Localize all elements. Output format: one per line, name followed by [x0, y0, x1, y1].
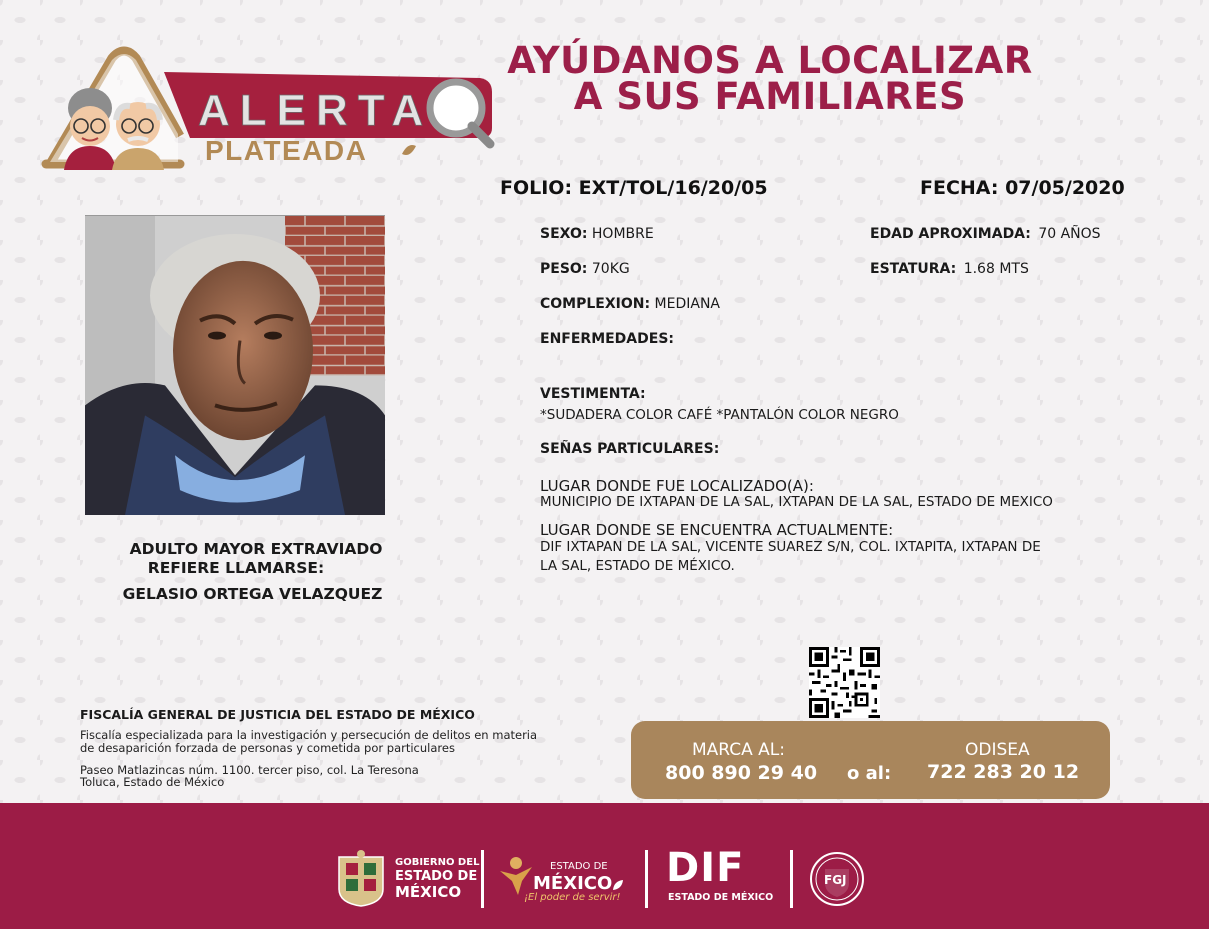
alerta-word: ALERTA: [198, 86, 434, 135]
person-name: GELASIO ORTEGA VELAZQUEZ: [122, 585, 383, 603]
field-complexion-label: COMPLEXION:: [540, 296, 651, 312]
gobierno-line1: GOBIERNO DEL: [395, 857, 480, 868]
caption-adult-missing: ADULTO MAYOR EXTRAVIADO: [129, 540, 383, 558]
field-senas: [540, 441, 719, 457]
field-lugar-actual-label: LUGAR DONDE SE ENCUENTRA ACTUALMENTE:: [540, 521, 894, 539]
footer-divider: [790, 850, 793, 908]
edomex-slogan: ¡El poder de servir!: [524, 892, 621, 903]
field-complexion: [540, 296, 720, 312]
field-estatura-value: 1.68 MTS: [963, 261, 1029, 277]
alerta-plateada-emblem: [40, 46, 500, 176]
field-vestimenta-value: *SUDADERA COLOR CAFÉ *PANTALÓN COLOR NEGRO: [540, 407, 899, 423]
field-lugar-actual-line1: DIF IXTAPAN DE LA SAL, VICENTE SUAREZ S/N, COL. IXTAPITA, IXTAPAN DE: [540, 539, 1041, 555]
field-enfermedades: [540, 331, 674, 347]
caption-refers-name: REFIERE LLAMARSE:: [147, 559, 325, 577]
field-complexion-value: MEDIANA: [654, 296, 720, 312]
field-lugar-localizado-value: MUNICIPIO DE IXTAPAN DE LA SAL, IXTAPAN DE LA SAL, ESTADO DE MEXICO: [540, 494, 1053, 510]
headline-line2: A SUS FAMILIARES: [573, 75, 967, 118]
field-edad-value: 70 AÑOS: [1038, 226, 1101, 242]
footer-divider: [481, 850, 484, 908]
field-peso-value: 70KG: [591, 261, 630, 277]
field-peso: [540, 261, 630, 277]
field-vestimenta: [540, 386, 646, 402]
fgj-text: FGJ: [824, 873, 847, 887]
dif-logo: DIF: [666, 845, 745, 891]
field-lugar-localizado-label: LUGAR DONDE FUE LOCALIZADO(A):: [540, 477, 814, 495]
state-coat-of-arms-icon: [335, 849, 387, 907]
call-box: [631, 721, 1110, 799]
field-sexo: [540, 226, 654, 242]
fiscalia-address-line2: Toluca, Estado de México: [80, 775, 225, 789]
edomex-big: MÉXICO: [533, 873, 613, 894]
field-lugar-actual-line2: LA SAL, ESTADO DE MÉXICO.: [540, 558, 735, 574]
edomex-figure-icon: [498, 855, 534, 895]
fiscalia-desc-line1: Fiscalía especializada para la investigación y persecución de delitos en materia: [80, 728, 538, 742]
phone-number-1[interactable]: 800 890 29 40: [665, 762, 818, 784]
missing-person-photo: [85, 215, 385, 515]
odisea-label: ODISEA: [965, 740, 1030, 760]
qr-code[interactable]: [809, 647, 880, 718]
field-edad-label: EDAD APROXIMADA:: [870, 226, 1031, 242]
field-sexo-value: HOMBRE: [591, 226, 654, 242]
footer-divider: [645, 850, 648, 908]
or-label: o al:: [847, 763, 892, 784]
fiscalia-address-line1: Paseo Matlazincas núm. 1100. tercer piso, col. La Teresona: [80, 763, 419, 777]
dif-caption: ESTADO DE MÉXICO: [668, 892, 774, 903]
field-edad: [870, 226, 1101, 242]
fiscalia-desc-line2: de desaparición forzada de personas y cometida por particulares: [80, 741, 455, 755]
folio-number: FOLIO: EXT/TOL/16/20/05: [500, 177, 768, 199]
field-estatura-label: ESTATURA:: [870, 261, 957, 277]
gobierno-line2: ESTADO DE: [395, 869, 478, 884]
call-label: MARCA AL:: [692, 740, 785, 760]
edomex-leaf-icon: [612, 876, 624, 888]
phone-number-2[interactable]: 722 283 20 12: [927, 761, 1080, 783]
fiscalia-title: FISCALÍA GENERAL DE JUSTICIA DEL ESTADO DE MÉXICO: [80, 707, 475, 722]
field-sexo-label: SEXO:: [540, 226, 588, 242]
portrait-image: [85, 216, 385, 515]
report-date: FECHA: 07/05/2020: [920, 177, 1125, 199]
plateada-word: PLATEADA: [205, 135, 368, 166]
headline-line1: AYÚDANOS A LOCALIZAR: [507, 39, 1033, 82]
qr-code-image: [809, 647, 880, 718]
alerta-plateada-logo: [40, 46, 500, 176]
field-estatura: [870, 261, 1029, 277]
field-enfermedades-label: ENFERMEDADES:: [540, 331, 675, 347]
gobierno-line3: MÉXICO: [395, 883, 462, 901]
field-peso-label: PESO:: [540, 261, 588, 277]
footer-band: [0, 803, 1209, 929]
field-vestimenta-label: VESTIMENTA:: [540, 386, 646, 402]
edomex-small: ESTADO DE: [550, 861, 608, 872]
field-senas-label: SEÑAS PARTICULARES:: [540, 441, 720, 457]
